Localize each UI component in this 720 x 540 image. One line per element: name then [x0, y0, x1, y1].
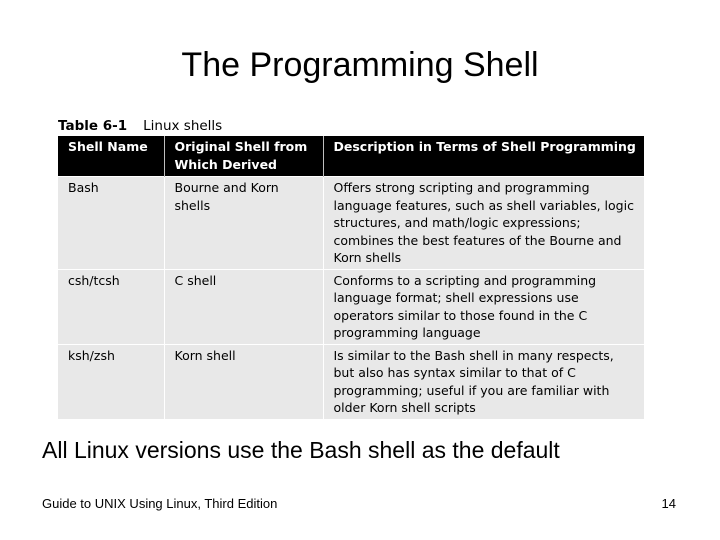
linux-shells-table [58, 136, 644, 419]
cell-shell-name: csh/tcsh [58, 269, 164, 344]
cell-description: Is similar to the Bash shell in many respects, but also has syntax similar to that of C programming; useful if you are familiar with older Korn shell scripts [323, 344, 644, 419]
cell-original-shell: C shell [164, 269, 323, 344]
page-number: 14 [661, 496, 676, 511]
header-shell-name: Shell Name [58, 136, 164, 177]
table-caption-title: Linux shells [143, 118, 223, 134]
table-caption-number: Table 6-1 [58, 118, 128, 134]
slide-subtitle: All Linux versions use the Bash shell as the default [42, 437, 560, 463]
slide-title: The Programming Shell [181, 46, 539, 84]
cell-shell-name: ksh/zsh [58, 344, 164, 419]
cell-shell-name: Bash [58, 177, 164, 270]
table-row [58, 344, 644, 419]
cell-description: Offers strong scripting and programming language features, such as shell variables, logic structures, and math/logic expressions; combines the best features of the Bourne and Korn shells [323, 177, 644, 270]
cell-description: Conforms to a scripting and programming language format; shell expressions use operators similar to those found in the C programming language [323, 269, 644, 344]
table-row [58, 269, 644, 344]
cell-original-shell: Korn shell [164, 344, 323, 419]
table-figure [58, 116, 644, 419]
table-header-row [58, 136, 644, 177]
footer-book-title: Guide to UNIX Using Linux, Third Edition [42, 496, 278, 511]
table-caption [58, 116, 644, 136]
header-description: Description in Terms of Shell Programming [323, 136, 644, 177]
table-row [58, 177, 644, 270]
header-original-shell: Original Shell from Which Derived [164, 136, 323, 177]
cell-original-shell: Bourne and Korn shells [164, 177, 323, 270]
